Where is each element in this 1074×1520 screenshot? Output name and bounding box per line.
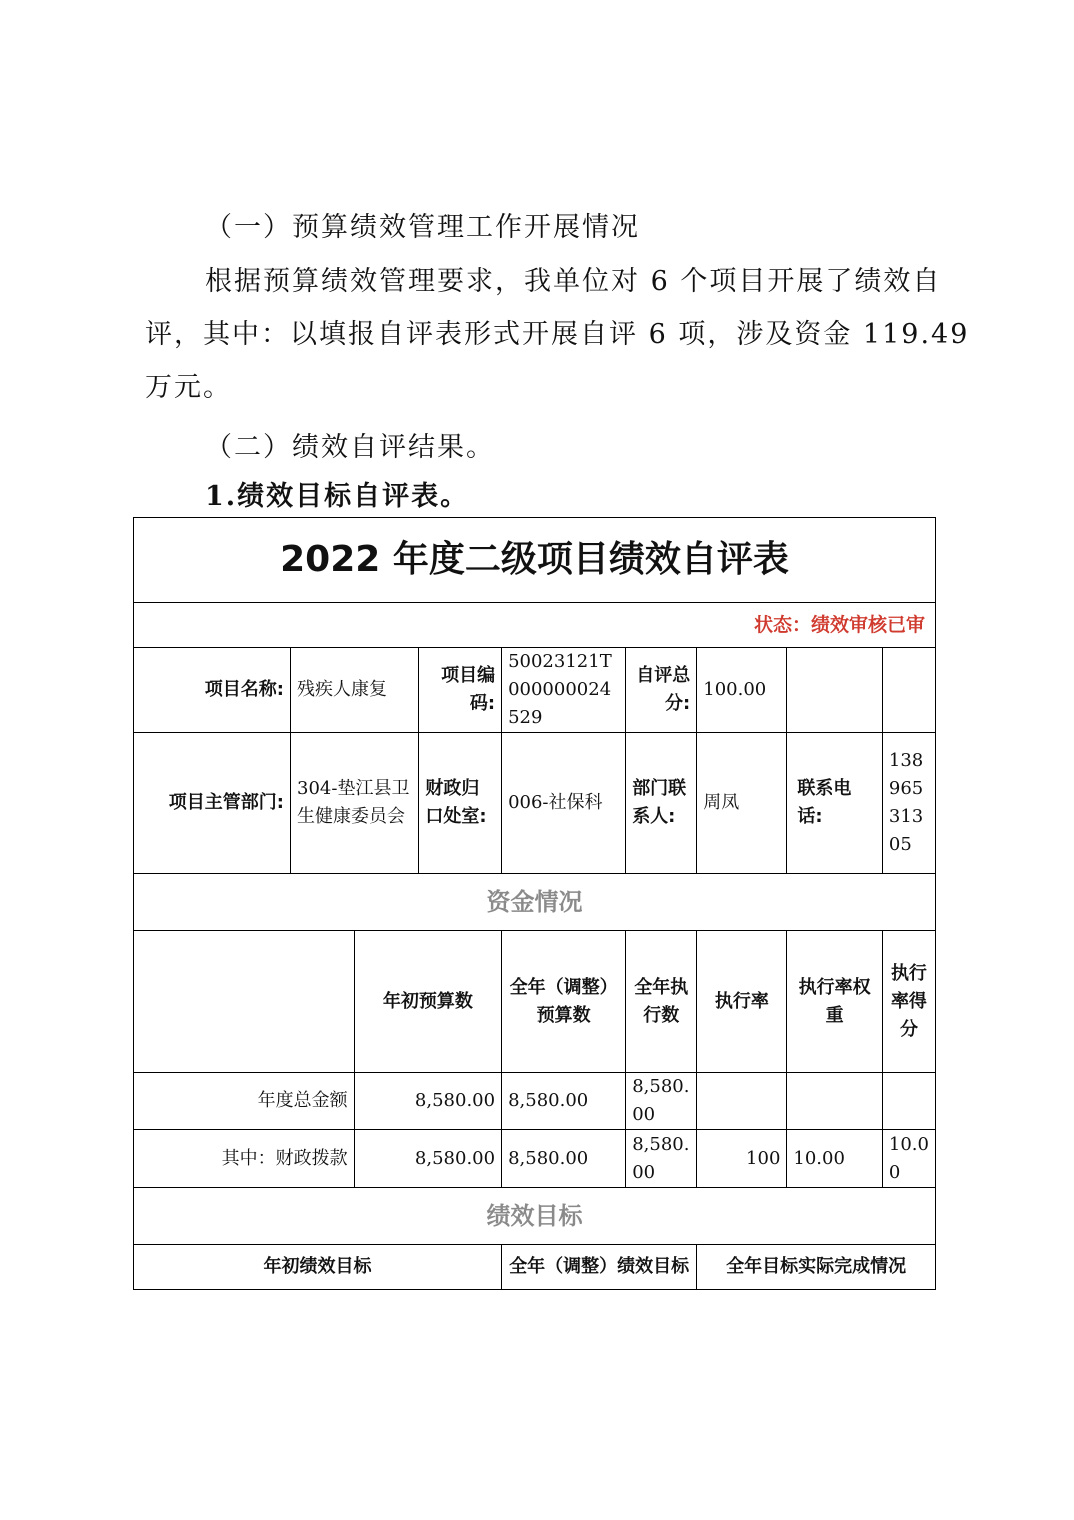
department-value: 304-垫江县卫生健康委员会 [291, 733, 419, 874]
finance-office-label: 财政归口处室: [419, 733, 502, 874]
cell-initial-budget: 8,580.00 [354, 1130, 501, 1188]
phone-value: 13896531305 [882, 733, 935, 874]
cell-initial-budget: 8,580.00 [354, 1073, 501, 1130]
contact-person-value: 周凤 [697, 733, 787, 874]
col-exec-score: 执行率得分 [882, 931, 935, 1073]
heading-budget-management: （一）预算绩效管理工作开展情况 [205, 212, 640, 243]
self-evaluation-table [133, 517, 936, 1290]
cell-exec-rate: 100 [697, 1130, 787, 1188]
cell-adjusted-budget: 8,580.00 [502, 1073, 626, 1130]
cell-exec-weight [787, 1073, 882, 1130]
department-label: 项目主管部门: [134, 733, 291, 874]
col-adjusted-goals: 全年（调整）绩效目标 [502, 1245, 697, 1290]
col-exec-rate: 执行率 [697, 931, 787, 1073]
heading-self-eval-results: （二）绩效自评结果。 [205, 432, 495, 463]
paragraph-line-1: 根据预算绩效管理要求，我单位对 6 个项目开展了绩效自 [205, 266, 942, 297]
empty-cell [787, 648, 882, 733]
contact-person-label: 部门联系人: [626, 733, 697, 874]
col-actual-completion: 全年目标实际完成情况 [697, 1245, 936, 1290]
paragraph-line-3: 万元。 [145, 372, 232, 403]
cell-exec-rate [697, 1073, 787, 1130]
table-title: 2022 年度二级项目绩效自评表 [134, 518, 936, 603]
col-initial-budget: 年初预算数 [354, 931, 501, 1073]
cell-exec-score: 10.00 [882, 1130, 935, 1188]
self-score-value: 100.00 [697, 648, 787, 733]
col-exec-weight: 执行率权重 [787, 931, 882, 1073]
heading-goal-table: 1.绩效目标自评表。 [205, 481, 470, 512]
funds-section-header: 资金情况 [134, 874, 936, 931]
goals-section-header: 绩效目标 [134, 1188, 936, 1245]
empty-cell [134, 931, 355, 1073]
project-name-value: 残疾人康复 [291, 648, 419, 733]
status-badge: 状态：绩效审核已审 [134, 603, 936, 648]
self-score-label: 自评总分: [626, 648, 697, 733]
col-initial-goals: 年初绩效目标 [134, 1245, 502, 1290]
paragraph-line-2: 评，其中：以填报自评表形式开展自评 6 项，涉及资金 119.49 [145, 319, 970, 350]
project-code-label: 项目编码: [419, 648, 502, 733]
cell-adjusted-budget: 8,580.00 [502, 1130, 626, 1188]
row-label-total: 年度总金额 [134, 1073, 355, 1130]
col-executed: 全年执行数 [626, 931, 697, 1073]
col-adjusted-budget: 全年（调整）预算数 [502, 931, 626, 1073]
cell-executed: 8,580.00 [626, 1073, 697, 1130]
finance-office-value: 006-社保科 [502, 733, 626, 874]
project-code-value: 50023121T000000024529 [502, 648, 626, 733]
cell-executed: 8,580.00 [626, 1130, 697, 1188]
row-label-fiscal: 其中：财政拨款 [134, 1130, 355, 1188]
empty-cell [882, 648, 935, 733]
cell-exec-score [882, 1073, 935, 1130]
project-name-label: 项目名称: [134, 648, 291, 733]
phone-label: 联系电话: [787, 733, 882, 874]
cell-exec-weight: 10.00 [787, 1130, 882, 1188]
